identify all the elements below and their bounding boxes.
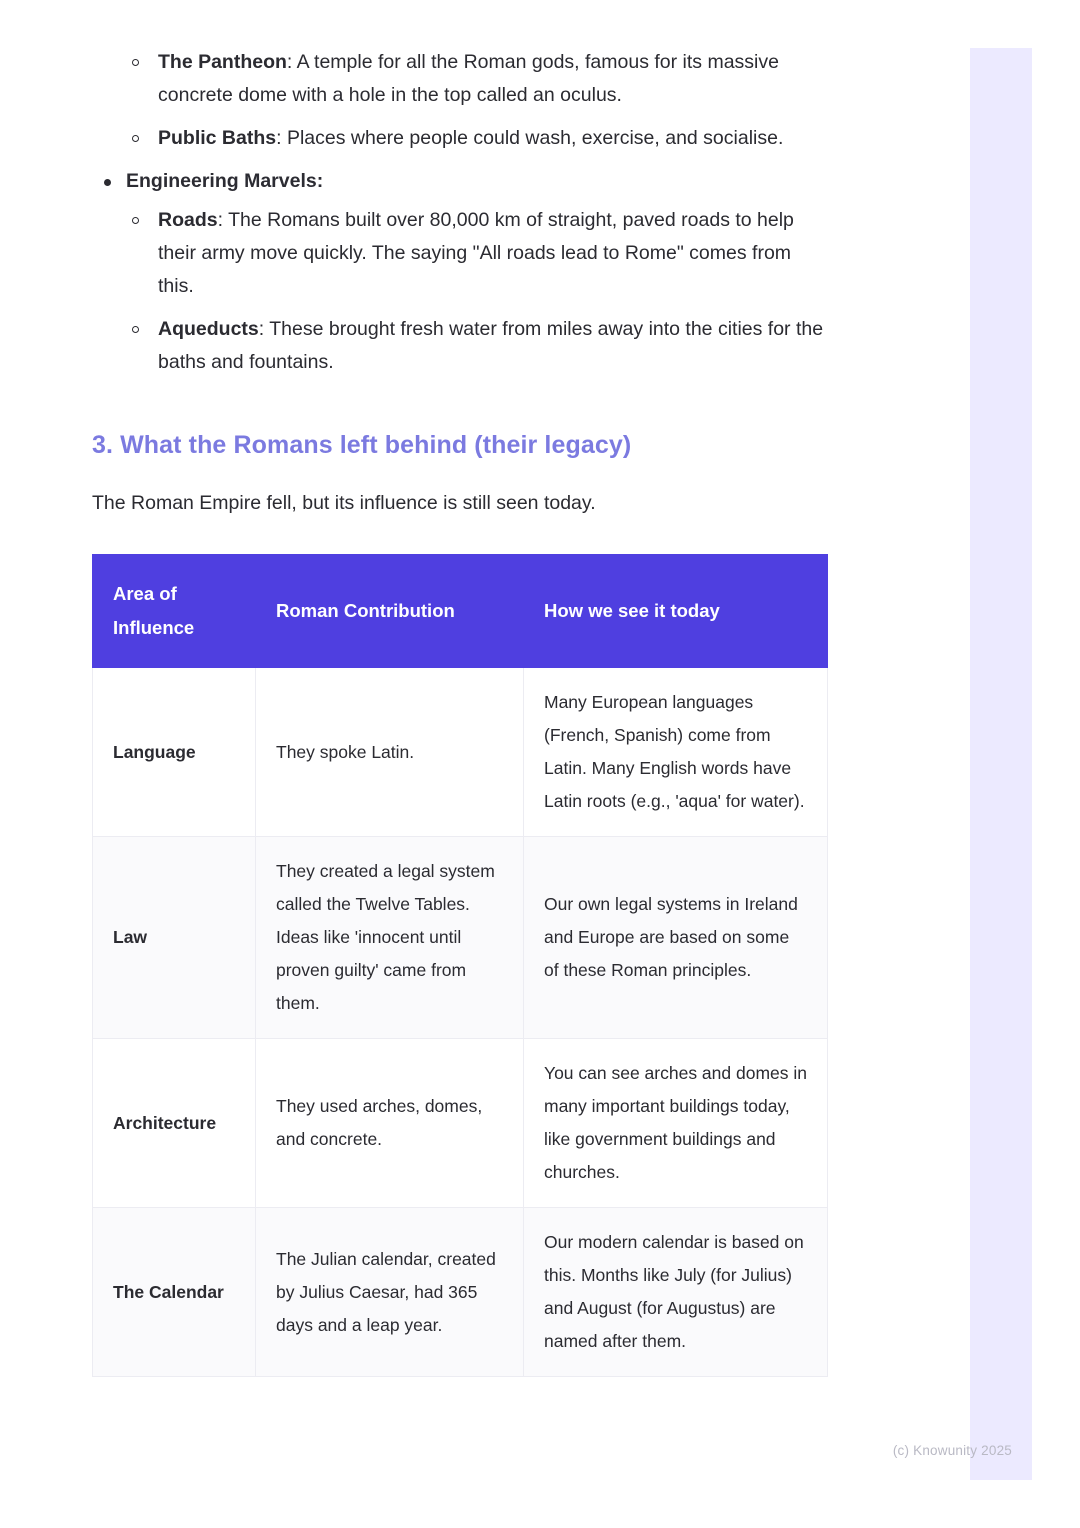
table-body	[93, 668, 828, 1377]
column-header-area: Area of Influence	[93, 555, 256, 668]
cell-area: Architecture	[93, 1039, 256, 1208]
list-item-term: Roads	[158, 209, 218, 231]
list-item-term: The Pantheon	[158, 51, 287, 73]
engineering-marvels-list	[92, 204, 832, 379]
list-item	[92, 46, 832, 112]
cell-contribution: The Julian calendar, created by Julius Caesar, had 365 days and a leap year.	[256, 1208, 524, 1377]
cell-contribution: They created a legal system called the Twelve Tables. Ideas like 'innocent until proven guilty' came from them.	[256, 837, 524, 1039]
list-item-term: Public Baths	[158, 127, 277, 149]
list-item	[92, 313, 832, 379]
cell-today: Our own legal systems in Ireland and Europe are based on some of these Roman principles.	[524, 837, 828, 1039]
column-header-today: How we see it today	[524, 555, 828, 668]
section-intro: The Roman Empire fell, but its influence is still seen today.	[92, 492, 596, 514]
table-header	[93, 555, 828, 668]
watermark: (c) Knowunity 2025	[892, 1443, 1012, 1458]
list-item-text: : These brought fresh water from miles away into the cities for the baths and fountains.	[158, 318, 824, 373]
cell-area: Law	[93, 837, 256, 1039]
table-row	[93, 1208, 828, 1377]
table-header-row	[93, 555, 828, 668]
table-row	[93, 1039, 828, 1208]
table-row	[93, 837, 828, 1039]
list-item-text: : The Romans built over 80,000 km of straight, paved roads to help their army move quickly. The saying "All roads lead to Rome" comes from this.	[158, 209, 794, 297]
section-heading: 3. What the Romans left behind (their legacy)	[92, 431, 632, 459]
cell-today: You can see arches and domes in many important buildings today, like government buildings and churches.	[524, 1039, 828, 1208]
table-row	[93, 668, 828, 837]
cell-today: Our modern calendar is based on this. Months like July (for Julius) and August (for Augustus) are named after them.	[524, 1208, 828, 1377]
list-item	[92, 204, 832, 303]
right-margin-strip	[970, 48, 1032, 1480]
cell-area: The Calendar	[93, 1208, 256, 1377]
list-item-term: Aqueducts	[158, 318, 259, 340]
cell-today: Many European languages (French, Spanish) come from Latin. Many English words have Latin roots (e.g., 'aqua' for water).	[524, 668, 828, 837]
cell-area: Language	[93, 668, 256, 837]
document-content	[92, 46, 832, 1377]
column-header-contribution: Roman Contribution	[256, 555, 524, 668]
cell-contribution: They used arches, domes, and concrete.	[256, 1039, 524, 1208]
engineering-marvels-heading: Engineering Marvels:	[92, 165, 832, 198]
cell-contribution: They spoke Latin.	[256, 668, 524, 837]
pantheon-baths-list	[92, 46, 832, 155]
list-item-text: : A temple for all the Roman gods, famous for its massive concrete dome with a hole in the top called an oculus.	[158, 51, 779, 106]
list-item-text: : Places where people could wash, exercise, and socialise.	[276, 127, 784, 149]
list-item	[92, 122, 832, 155]
legacy-table	[92, 554, 828, 1377]
